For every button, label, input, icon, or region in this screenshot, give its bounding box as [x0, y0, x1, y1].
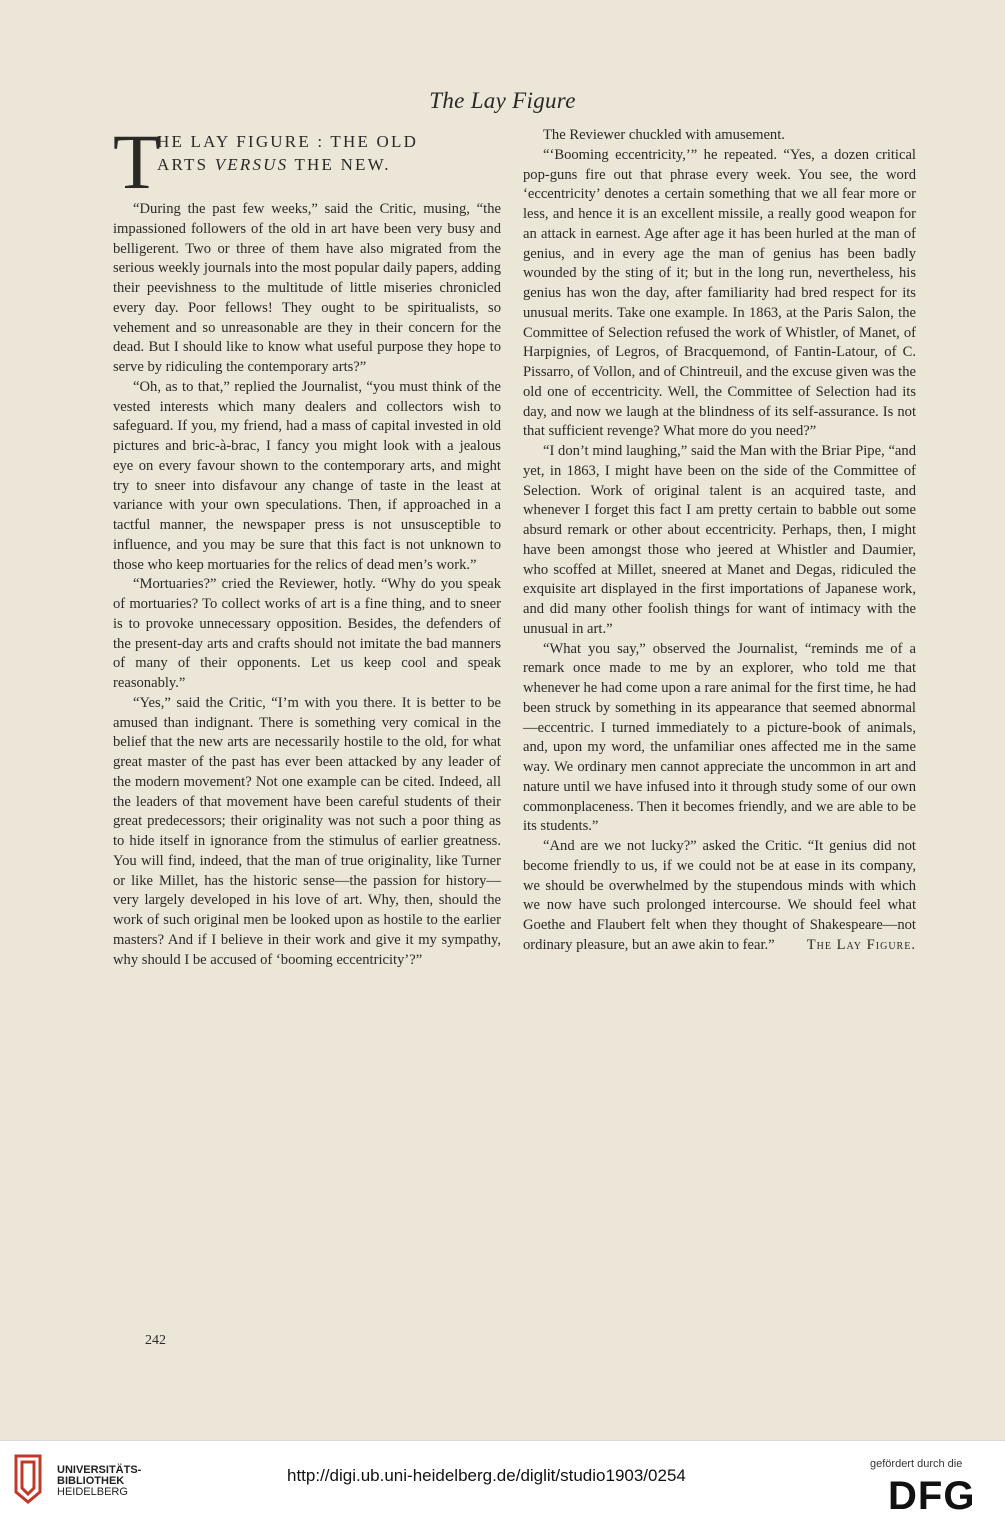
paragraph	[523, 837, 916, 956]
paragraph: The Reviewer chuckled with amusement.	[543, 127, 785, 143]
page-number: 242	[145, 1333, 166, 1348]
library-line-2: BIBLIOTHEK	[57, 1475, 125, 1487]
paragraph: “Oh, as to that,” replied the Journalist, “you must think of the vested interests which many dealers and collectors wish to safeguard. If you, my friend, had a mass of capital invested in old pictures and bric-à-brac, I fancy you might look with a jealous eye on every favour shown to the contemporary arts, and might try to sneer into disfavour any change of taste in the least at variance with your own speculations. Then, if approached in a tactful manner, the newspaper press is not unsusceptible to influence, and you may be sure that this fact is not unknown to those who keep mortuaries for the relics of dead men’s work.”	[113, 378, 501, 573]
title-italic: VERSUS	[214, 155, 289, 174]
signature: The Lay Figure.	[806, 936, 916, 953]
library-name	[57, 1465, 141, 1498]
drop-cap: T	[113, 118, 161, 205]
paragraph: “During the past few weeks,” said the Critic, musing, “the impassioned followers of the old in art have been very busy and belligerent. Two or three of them have also migrated from the serious weekly journals into the most popular daily papers, adding their peevishness to the multitude of little miseries chronicled every day. Poor fellows! They ought to be spiritualists, so vehement and so unreasonable are they in their concern for the dead. But I should like to know what useful purpose they hope to serve by ridiculing the contemporary arts?”	[113, 201, 501, 375]
paragraph: “I don’t mind laughing,” said the Man with the Briar Pipe, “and yet, in 1863, I might have been on the side of the Committee of Selection. Work of original talent is an acquired taste, and whenever I forget this fact I am pretty certain to babble out some absurd remark or other about eccentricity. Perhaps, then, I might have been amongst those who jeered at Whistler and Daumier, who scoffed at Millet, sneered at Manet and Degas, ridiculed the exquisite art displayed in the first importations of Japanese work, and did many other foolish things for want of intimacy with the unusual in art.”	[523, 443, 916, 637]
right-column	[523, 126, 916, 956]
paragraph: “What you say,” observed the Journalist, “reminds me of a remark once made to me by an explorer, who told me that whenever he had come upon a rare animal for the first time, he had been struck by something in its appearance that seemed abnormal—eccentric. I turned immediately to a picture-book of animals, and, upon my word, the unfamiliar ones affected me in the same way. We ordinary men cannot appreciate the uncommon in art and nature until we have infused into it through study some of our own commonplaceness. Then it becomes friendly, and we are able to be its students.”	[523, 640, 916, 835]
title-line-2	[157, 153, 418, 176]
article-title	[157, 130, 418, 176]
funded-by-label: gefördert durch die	[870, 1458, 963, 1470]
library-logo-icon	[10, 1452, 50, 1504]
article-heading	[113, 118, 501, 205]
title-line-1: HE LAY FIGURE : THE OLD	[157, 132, 419, 151]
paragraph: “‘Booming eccentricity,’” he repeated. “Yes, a dozen critical pop-guns fire out that phrase every week. You see, the word ‘eccentricity’ denotes a certain something that we all fear more or less, and hence it is an excellent missile, a really good weapon for an attack in earnest. Age after age it has been hurled at the man of genius, and in every age the man of genius has been badly wounded by the sting of it; but in the long run, nevertheless, his genius has won the day, after familiarity had bred respect for its unusual merits. Take one example. In 1863, at the Paris Salon, the Committee of Selection refused the work of Whistler, of Manet, of Harpignies, of Legros, of Bracquemond, of Fantin-Latour, of C. Pissarro, of Vollon, and of Chintreuil, and the excuse given was the old one of eccentricity. Well, the Committee of Selection had its day, and now we laugh at the blindness of its self-assurance. Is not that sufficient revenge? What more do you need?”	[523, 146, 916, 440]
library-line-1: UNIVERSITÄTS-	[57, 1464, 142, 1476]
paragraph: “Yes,” said the Critic, “I’m with you there. It is better to be amused than indignant. There is something very comical in the belief that the new arts are necessarily hostile to the old, for what great master of the past has ever been attacked by any leader of the modern movement? Not one example can be cited. Indeed, all the leaders of that movement have been careful students of their great predecessors; their originality was not such a poor thing as to hide itself in ignorance from the stimulus of earlier greatness. You will find, indeed, that the man of true originality, like Turner or like Millet, has the historic sense—the passion for history—very largely developed in his love of art. Why, then, should the work of such original men be looked upon as hostile to the earlier masters? And if I believe in their work and give it my sympathy, why should I be accused of ‘booming eccentricity’?”	[113, 694, 501, 968]
final-paragraph-text: “And are we not lucky?” asked the Critic. “It genius did not become friendly to us, if we could not be at ease in its company, we should be overwhelmed by the stupendous minds with which we now have such prolonged intercourse. We should feel what Goethe and Flaubert felt when they thought of Shakespeare—not ordinary pleasure, but an awe akin to fear.”	[523, 838, 916, 953]
title-prefix: ARTS	[157, 155, 215, 174]
source-url-link[interactable]: http://digi.ub.uni-heidelberg.de/diglit/studio1903/0254	[287, 1466, 686, 1485]
running-title: The Lay Figure	[429, 88, 576, 113]
title-suffix: THE NEW.	[288, 155, 391, 174]
dfg-logo: DFG	[888, 1474, 976, 1518]
paragraph: “Mortuaries?” cried the Reviewer, hotly. “Why do you speak of mortuaries? To collect works of art is a fine thing, and to sneer is to provoke unnecessary opposition. Besides, the defenders of the present-day arts and crafts should not imitate the bad manners of many of their opponents. Let us keep cool and speak reasonably.”	[113, 576, 501, 691]
left-column	[113, 118, 501, 970]
library-line-3: HEIDELBERG	[57, 1486, 128, 1498]
